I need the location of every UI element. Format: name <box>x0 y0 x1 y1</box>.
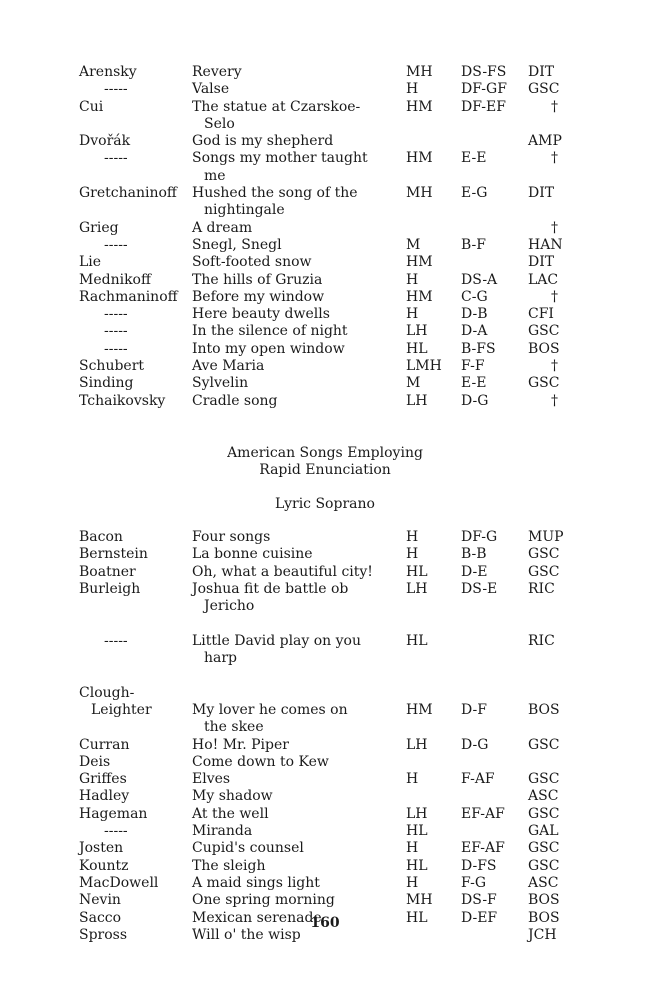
entry-range: DF-GF <box>461 81 507 98</box>
entry-pub: LAC <box>528 271 559 288</box>
list-item <box>0 64 650 81</box>
list-item <box>0 685 650 702</box>
entry-voice: H <box>406 840 419 857</box>
entry-voice: HM <box>406 254 433 271</box>
entry-voice: HL <box>406 340 428 357</box>
entry-pub: BOS <box>528 340 560 357</box>
list-item <box>0 341 650 358</box>
entry-range: D-G <box>461 392 489 409</box>
entry-pub: GSC <box>528 840 560 857</box>
list-item <box>0 737 650 754</box>
entry-range: DF-EF <box>461 98 506 115</box>
list-item <box>0 289 650 306</box>
list-item <box>0 254 650 271</box>
entry-title: A maid sings light <box>192 874 320 891</box>
entry-title: Songs my mother taught <box>192 150 368 167</box>
entry-title: Will o' the wisp <box>192 926 301 943</box>
list-item <box>0 202 650 219</box>
entry-voice: HM <box>406 98 433 115</box>
list-item <box>0 185 650 202</box>
entry-voice: HL <box>406 857 428 874</box>
entry-title: The sleigh <box>192 857 266 874</box>
entry-composer: Rachmaninoff <box>79 288 178 305</box>
list-item <box>0 306 650 323</box>
entry-pub: CFI <box>528 306 554 323</box>
entry-range: EF-AF <box>461 840 505 857</box>
list-item <box>0 788 650 805</box>
list-item <box>0 323 650 340</box>
entry-title: Revery <box>192 64 242 80</box>
entry-composer: Josten <box>79 840 124 857</box>
entry-title: At the well <box>192 805 269 822</box>
entry-title: Four songs <box>192 529 271 545</box>
entry-title: Ho! Mr. Piper <box>192 736 289 753</box>
entry-composer: Schubert <box>79 358 145 375</box>
entry-pub: GAL <box>528 823 559 840</box>
entry-pub: GSC <box>528 323 560 340</box>
entry-title: Here beauty dwells <box>192 306 330 323</box>
list-item <box>0 564 650 581</box>
entry-pub: RIC <box>528 632 555 649</box>
entry-composer: Burleigh <box>79 580 141 597</box>
list-item <box>0 650 650 667</box>
entry-pub: † <box>551 288 558 305</box>
entry-composer: Sinding <box>79 375 134 392</box>
entry-composer: Sacco <box>79 909 122 926</box>
entry-title: The statue at Czarskoe- <box>192 98 361 115</box>
entry-composer: ----- <box>104 632 128 649</box>
entry-voice: LH <box>406 323 428 340</box>
list-item <box>0 81 650 98</box>
list-item <box>0 237 650 254</box>
entry-title: Valse <box>192 81 230 98</box>
entry-composer: Deis <box>79 753 111 770</box>
list-item <box>0 150 650 167</box>
entry-range: D-EF <box>461 909 498 926</box>
entry-title: Come down to Kew <box>192 753 329 770</box>
entry-voice: HM <box>406 150 433 167</box>
entry-title: Hushed the song of the <box>192 185 358 202</box>
entry-voice: H <box>406 81 419 98</box>
entry-title: A dream <box>192 219 253 236</box>
entry-pub: GSC <box>528 375 560 392</box>
section-subheading: Lyric Soprano <box>275 496 375 512</box>
entry-voice: LH <box>406 580 428 597</box>
entry-composer: Griffes <box>79 771 127 788</box>
entry-range: DS-E <box>461 580 498 597</box>
entry-title: One spring morning <box>192 892 335 909</box>
entry-title: Miranda <box>192 823 253 840</box>
entry-composer: Hageman <box>79 805 148 822</box>
entry-title: My lover he comes on <box>192 701 348 718</box>
entry-voice: LH <box>406 736 428 753</box>
entry-voice: H <box>406 306 419 323</box>
entry-range: DS-A <box>461 271 498 288</box>
entry-voice: HL <box>406 563 428 580</box>
entry-title: Mexican serenade <box>192 909 322 926</box>
list-item <box>0 358 650 375</box>
entry-composer: Hadley <box>79 788 130 805</box>
entry-title: Ave Maria <box>192 358 265 375</box>
entry-voice: M <box>406 236 421 253</box>
entry-title: Sylvelin <box>192 375 249 392</box>
entry-composer: ----- <box>104 236 128 253</box>
entry-pub: † <box>551 150 558 167</box>
entry-voice: LMH <box>406 358 442 375</box>
list-item <box>0 133 650 150</box>
entry-pub: RIC <box>528 580 555 597</box>
entry-pub: GSC <box>528 805 560 822</box>
entry-range: D-F <box>461 701 487 718</box>
entry-composer: Arensky <box>79 64 137 80</box>
entry-voice: MH <box>406 185 433 202</box>
list-item <box>0 754 650 771</box>
entry-title: Joshua fit de battle ob <box>192 580 349 597</box>
entry-voice: M <box>406 375 421 392</box>
list-item <box>0 806 650 823</box>
entry-range: B-F <box>461 236 486 253</box>
entry-voice: HL <box>406 909 428 926</box>
entry-voice: H <box>406 874 419 891</box>
entry-voice: H <box>406 271 419 288</box>
entry-pub: DIT <box>528 64 555 80</box>
list-item <box>0 581 650 598</box>
entry-pub: JCH <box>528 926 557 943</box>
section-heading-line1: American Songs Employing <box>227 445 423 461</box>
list-item <box>0 272 650 289</box>
list-item <box>0 220 650 237</box>
list-item <box>0 168 650 185</box>
entry-composer: Cui <box>79 98 104 115</box>
entry-title: harp <box>204 650 238 667</box>
entry-composer: Tchaikovsky <box>79 392 166 409</box>
entry-title: God is my shepherd <box>192 133 334 150</box>
list-item <box>0 546 650 563</box>
entry-composer: Curran <box>79 736 130 753</box>
list-item <box>0 840 650 857</box>
list-item <box>0 375 650 392</box>
entry-range: DS-FS <box>461 64 507 80</box>
list-item <box>0 823 650 840</box>
entry-title: Snegl, Snegl <box>192 236 282 253</box>
entry-composer: Dvořák <box>79 133 131 150</box>
entry-composer: ----- <box>104 306 128 323</box>
entry-voice: HL <box>406 632 428 649</box>
list-item <box>0 858 650 875</box>
entry-title: me <box>204 167 226 184</box>
entry-pub: † <box>551 98 558 115</box>
entry-pub: GSC <box>528 546 560 563</box>
entry-range: D-E <box>461 563 488 580</box>
entry-composer: Kountz <box>79 857 129 874</box>
entry-pub: GSC <box>528 736 560 753</box>
entry-range: E-E <box>461 150 487 167</box>
entry-title: the skee <box>204 719 264 736</box>
entry-composer: Gretchaninoff <box>79 185 177 202</box>
entry-pub: ASC <box>528 788 559 805</box>
entry-pub: GSC <box>528 81 560 98</box>
entry-pub: MUP <box>528 529 564 545</box>
entry-pub: BOS <box>528 892 560 909</box>
entry-title: Elves <box>192 771 231 788</box>
entry-range: D-A <box>461 323 488 340</box>
entry-title: The hills of Gruzia <box>192 271 323 288</box>
entry-range: D-G <box>461 736 489 753</box>
entry-composer: Spross <box>79 926 128 943</box>
entry-pub: GSC <box>528 563 560 580</box>
entry-range: C-G <box>461 288 488 305</box>
entry-voice: H <box>406 529 419 545</box>
entry-title: nightingale <box>204 202 285 219</box>
entry-pub: GSC <box>528 771 560 788</box>
entry-range: F-AF <box>461 771 495 788</box>
entry-range: F-G <box>461 874 486 891</box>
section-heading-line2: Rapid Enunciation <box>259 462 391 478</box>
entry-range: E-E <box>461 375 487 392</box>
list-item <box>0 875 650 892</box>
entry-title: My shadow <box>192 788 273 805</box>
entry-composer: Bernstein <box>79 546 148 563</box>
entry-range: B-B <box>461 546 487 563</box>
entry-range: DF-G <box>461 529 498 545</box>
entry-pub: GSC <box>528 857 560 874</box>
entry-range: F-F <box>461 358 485 375</box>
list-item <box>0 892 650 909</box>
entry-range: DS-F <box>461 892 497 909</box>
entry-title: In the silence of night <box>192 323 348 340</box>
entry-composer: MacDowell <box>79 874 159 891</box>
entry-title: Cradle song <box>192 392 278 409</box>
list-item <box>0 598 650 615</box>
entry-pub: DIT <box>528 254 555 271</box>
entry-title: La bonne cuisine <box>192 546 313 563</box>
page-number: 160 <box>310 915 340 931</box>
song-list-1 <box>0 64 650 410</box>
entry-title: Selo <box>204 115 235 132</box>
list-item <box>0 702 650 719</box>
entry-title: Oh, what a beautiful city! <box>192 563 373 580</box>
list-item <box>0 771 650 788</box>
entry-composer: ----- <box>104 150 128 167</box>
entry-composer: Leighter <box>91 701 152 718</box>
entry-voice: LH <box>406 805 428 822</box>
entry-range: EF-AF <box>461 805 505 822</box>
entry-voice: H <box>406 546 419 563</box>
list-item <box>0 615 650 632</box>
entry-range: E-G <box>461 185 488 202</box>
list-item <box>0 667 650 684</box>
entry-range: D-FS <box>461 857 497 874</box>
entry-composer: Lie <box>79 254 102 271</box>
entry-title: Soft-footed snow <box>192 254 312 271</box>
entry-voice: HM <box>406 701 433 718</box>
entry-voice: H <box>406 771 419 788</box>
entry-pub: † <box>551 358 558 375</box>
entry-pub: † <box>551 392 558 409</box>
entry-pub: BOS <box>528 909 560 926</box>
entry-composer: ----- <box>104 81 128 98</box>
entry-pub: DIT <box>528 185 555 202</box>
entry-title: Little David play on you <box>192 632 362 649</box>
list-item <box>0 529 650 546</box>
entry-composer: Mednikoff <box>79 271 151 288</box>
entry-voice: MH <box>406 892 433 909</box>
entry-title: Before my window <box>192 288 325 305</box>
entry-pub: BOS <box>528 701 560 718</box>
list-item <box>0 719 650 736</box>
entry-voice: LH <box>406 392 428 409</box>
entry-pub: † <box>551 219 558 236</box>
entry-voice: HL <box>406 823 428 840</box>
list-item <box>0 633 650 650</box>
entry-pub: AMP <box>528 133 562 150</box>
entry-composer: ----- <box>104 323 128 340</box>
list-item <box>0 99 650 116</box>
entry-composer: ----- <box>104 340 128 357</box>
entry-pub: HAN <box>528 236 563 253</box>
entry-range: B-FS <box>461 340 496 357</box>
entry-pub: ASC <box>528 874 559 891</box>
entry-composer: Clough- <box>79 684 135 701</box>
entry-composer: Boatner <box>79 563 136 580</box>
entry-composer: ----- <box>104 823 128 840</box>
entry-voice: HM <box>406 288 433 305</box>
entry-composer: Grieg <box>79 219 119 236</box>
entry-voice: MH <box>406 64 433 80</box>
entry-title: Cupid's counsel <box>192 840 304 857</box>
entry-composer: Nevin <box>79 892 121 909</box>
entry-title: Into my open window <box>192 340 345 357</box>
list-item <box>0 116 650 133</box>
entry-title: Jericho <box>204 598 255 615</box>
entry-range: D-B <box>461 306 488 323</box>
list-item <box>0 393 650 410</box>
song-list-2 <box>0 529 650 944</box>
entry-composer: Bacon <box>79 529 123 545</box>
